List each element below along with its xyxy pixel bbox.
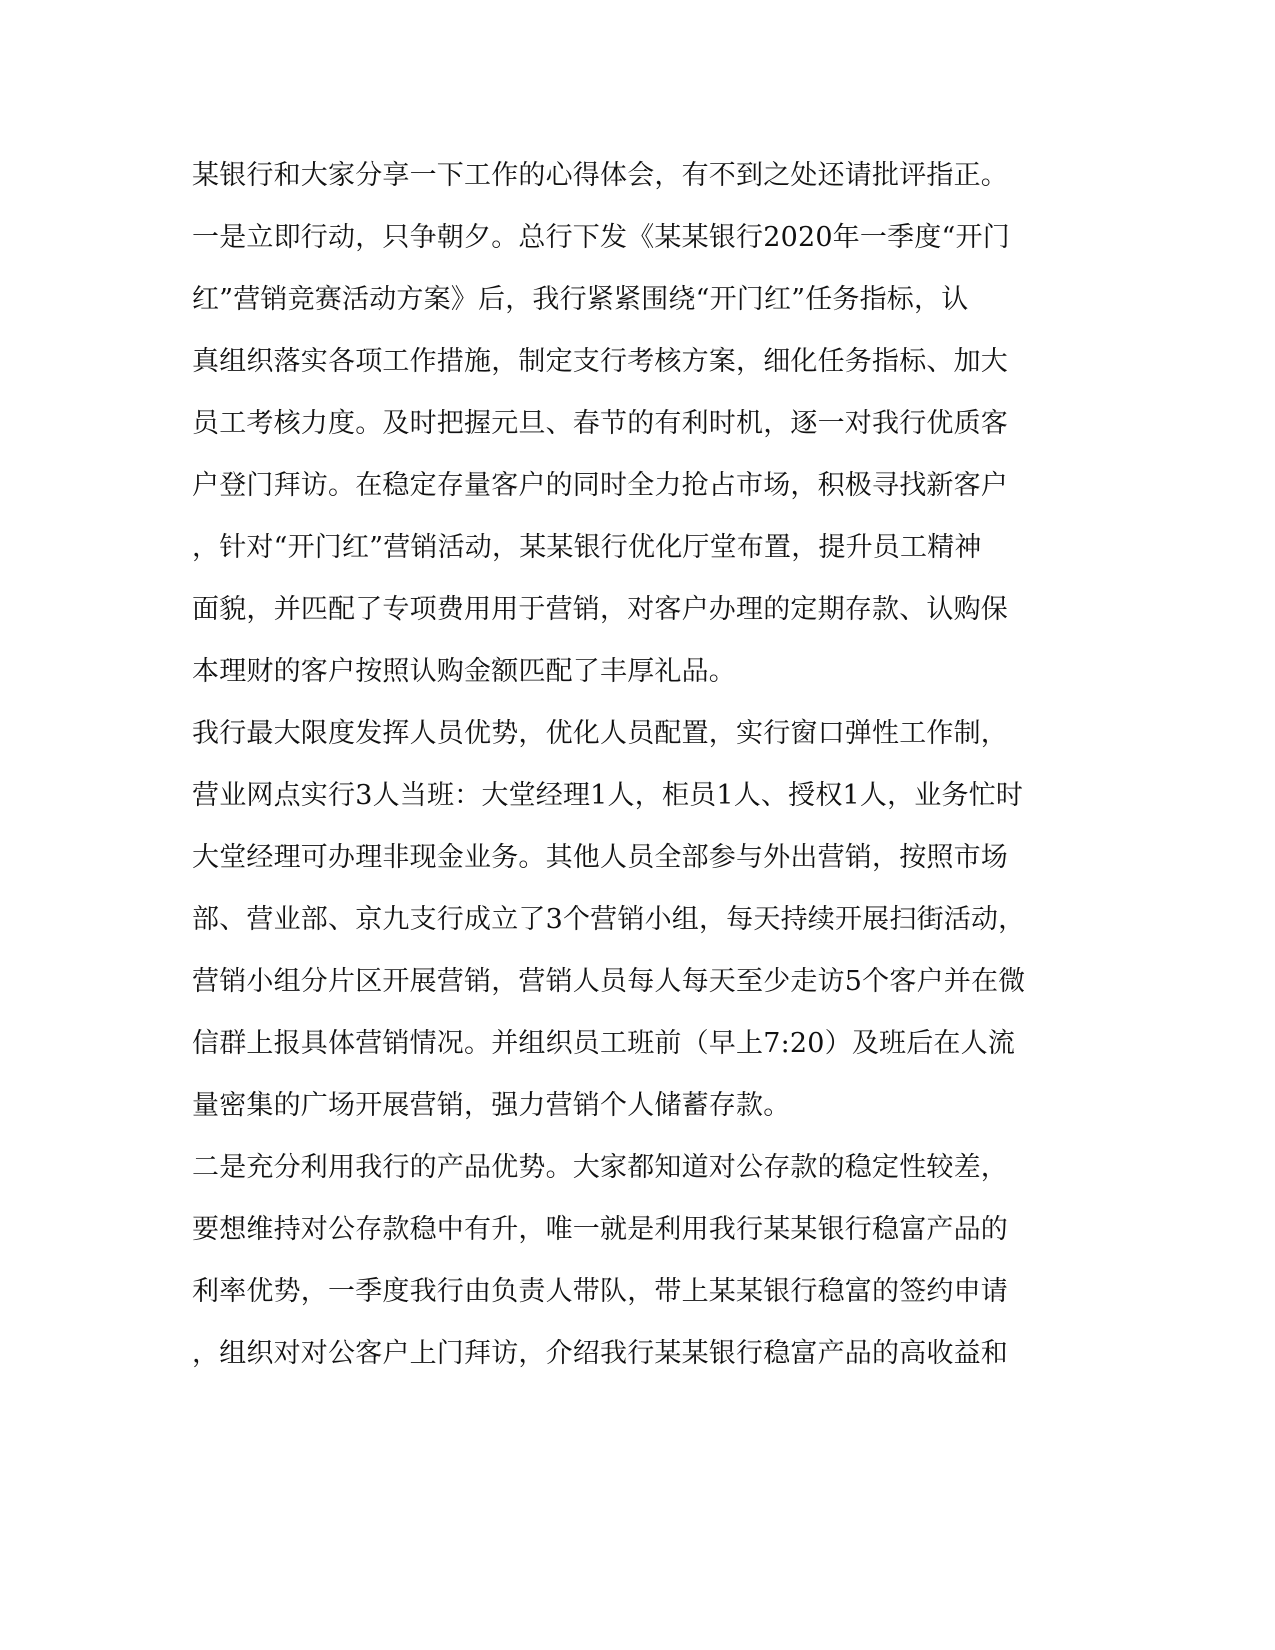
text-line: 营业网点实行3人当班：大堂经理1人，柜员1人、授权1人，业务忙时 (192, 780, 1024, 811)
text-line: 某银行和大家分享一下工作的心得体会，有不到之处还请批评指正。 (192, 160, 1008, 191)
text-line: 我行最大限度发挥人员优势，优化人员配置，实行窗口弹性工作制， (192, 718, 1008, 749)
text-line: ，针对“开门红”营销活动，某某银行优化厅堂布置，提升员工精神 (192, 532, 982, 563)
text-line: 利率优势，一季度我行由负责人带队，带上某某银行稳富的签约申请 (192, 1276, 1008, 1307)
text-line: 真组织落实各项工作措施，制定支行考核方案，细化任务指标、加大 (192, 346, 1008, 377)
text-line: ，组织对对公客户上门拜访，介绍我行某某银行稳富产品的高收益和 (192, 1338, 1008, 1369)
text-line: 员工考核力度。及时把握元旦、春节的有利时机，逐一对我行优质客 (192, 408, 1008, 439)
text-line: 面貌，并匹配了专项费用用于营销，对客户办理的定期存款、认购保 (192, 594, 1008, 625)
text-line: 一是立即行动，只争朝夕。总行下发《某某银行2020年一季度“开门 (192, 222, 1010, 253)
text-line: 信群上报具体营销情况。并组织员工班前（早上7:20）及班后在人流 (192, 1028, 1016, 1059)
text-line: 要想维持对公存款稳中有升，唯一就是利用我行某某银行稳富产品的 (192, 1214, 1008, 1245)
text-line: 二是充分利用我行的产品优势。大家都知道对公存款的稳定性较差， (192, 1152, 1008, 1183)
text-line: 红”营销竞赛活动方案》后，我行紧紧围绕“开门红”任务指标，认 (192, 284, 969, 315)
text-line: 部、营业部、京九支行成立了3个营销小组，每天持续开展扫街活动， (192, 904, 1026, 935)
text-line: 量密集的广场开展营销，强力营销个人储蓄存款。 (192, 1090, 791, 1121)
text-line: 本理财的客户按照认购金额匹配了丰厚礼品。 (192, 656, 736, 687)
text-line: 大堂经理可办理非现金业务。其他人员全部参与外出营销，按照市场 (192, 842, 1008, 873)
text-line: 户登门拜访。在稳定存量客户的同时全力抢占市场，积极寻找新客户 (192, 470, 1008, 501)
text-line: 营销小组分片区开展营销，营销人员每人每天至少走访5个客户并在微 (192, 966, 1026, 997)
